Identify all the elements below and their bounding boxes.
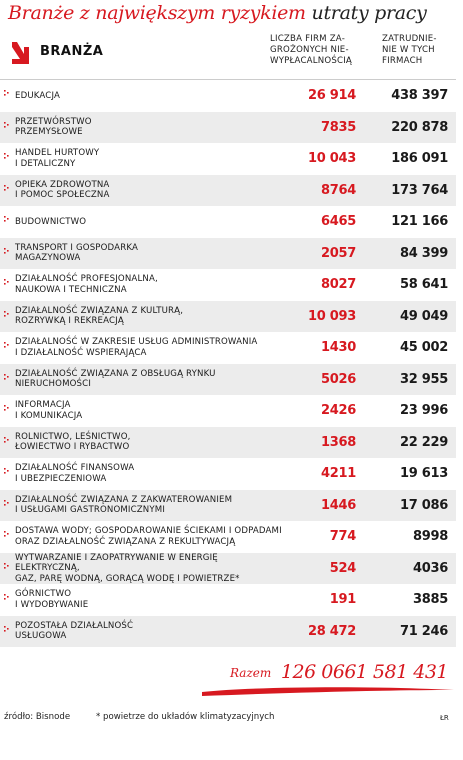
bullet-dots-icon [3,184,9,194]
column-header-employment: ZATRUDNIE- NIE W TYCH FIRMACH [382,34,437,66]
row-name: OPIEKA ZDROWOTNA I POMOC SPOŁECZNA [15,179,110,201]
underline-swoosh [200,684,456,698]
table-row [0,206,456,238]
row-employment-value: 8998 [413,529,448,545]
row-name: DZIAŁALNOŚĆ FINANSOWA I UBEZPIECZENIOWA [15,463,135,484]
row-employment-value: 438 397 [391,88,448,104]
bullet-dots-icon [3,499,9,509]
row-employment-value: 121 166 [391,214,448,230]
table-row [0,490,456,522]
row-firms-value: 26 914 [308,88,356,104]
total-label: Razem [230,666,272,680]
bullet-dots-icon [3,121,9,131]
title-part-black: utraty pracy [311,2,427,24]
page-title [8,2,427,24]
row-firms-value: 774 [329,529,356,545]
row-employment-value: 19 613 [400,466,448,482]
row-employment-value: 71 246 [400,623,448,639]
table-row [0,395,456,427]
row-employment-value: 4036 [413,560,448,576]
table-row [0,238,456,270]
row-name: PRZETWÓRSTWO PRZEMYSŁOWE [15,116,92,138]
author-initials: ŁR [440,714,449,722]
bullet-dots-icon [3,373,9,383]
table-row [0,458,456,490]
table-row [0,175,456,207]
row-name: HANDEL HURTOWY I DETALICZNY [15,148,100,169]
title-part-red: Branże z największym ryzykiem [8,2,306,24]
bullet-dots-icon [3,562,9,572]
row-firms-value: 1368 [321,434,356,450]
row-name: DZIAŁALNOŚĆ ZWIĄZANA Z KULTURĄ, ROZRYWKĄ I REKREACJĄ [15,305,184,327]
table-row [0,616,456,648]
table-row [0,521,456,553]
bullet-dots-icon [3,404,9,414]
bullet-dots-icon [3,530,9,540]
bullet-dots-icon [3,625,9,635]
bullet-dots-icon [3,215,9,225]
row-employment-value: 3885 [413,592,448,608]
row-name: DOSTAWA WODY; GOSPODAROWANIE ŚCIEKAMI I ODPADAMI ORAZ DZIAŁALNOŚĆ ZWIĄZANA Z REKULTYWACJĄ [15,526,282,547]
table-row [0,112,456,144]
row-name: GÓRNICTWO I WYDOBYWANIE [15,589,89,610]
row-firms-value: 10 043 [308,151,356,167]
row-firms-value: 28 472 [308,623,356,639]
row-name: EDUKACJA [15,90,61,101]
bullet-dots-icon [3,152,9,162]
row-employment-value: 45 002 [400,340,448,356]
bullet-dots-icon [3,310,9,320]
row-employment-value: 17 086 [400,497,448,513]
row-firms-value: 1430 [321,340,356,356]
bullet-dots-icon [3,89,9,99]
row-firms-value: 4211 [321,466,356,482]
row-employment-value: 58 641 [400,277,448,293]
row-name: TRANSPORT I GOSPODARKA MAGAZYNOWA [15,242,138,264]
table-row [0,553,456,585]
row-firms-value: 6465 [321,214,356,230]
bullet-dots-icon [3,436,9,446]
row-name: POZOSTAŁA DZIAŁALNOŚĆ USŁUGOWA [15,620,134,642]
bullet-dots-icon [3,278,9,288]
table-row [0,80,456,112]
row-employment-value: 23 996 [400,403,448,419]
table-row [0,364,456,396]
row-employment-value: 84 399 [400,245,448,261]
row-firms-value: 5026 [321,371,356,387]
table-row [0,332,456,364]
column-header-branza: BRANŻA [40,44,104,59]
bullet-dots-icon [3,341,9,351]
row-firms-value: 10 093 [308,308,356,324]
row-employment-value: 173 764 [391,182,448,198]
table-row [0,301,456,333]
row-name: INFORMACJA I KOMUNIKACJA [15,400,83,421]
row-employment-value: 186 091 [391,151,448,167]
row-firms-value: 2057 [321,245,356,261]
row-name: WYTWARZANIE I ZAOPATRYWANIE W ENERGIĘ ELEKTRYCZNĄ, GAZ, PARĘ WODNĄ, GORĄCĄ WODĘ I POWIETRZE* [15,552,240,584]
row-firms-value: 191 [329,592,356,608]
row-employment-value: 32 955 [400,371,448,387]
row-name: DZIAŁALNOŚĆ PROFESJONALNA, NAUKOWA I TECHNICZNA [15,274,158,295]
table-row [0,269,456,301]
row-firms-value: 1446 [321,497,356,513]
table-row [0,584,456,616]
source-note: źródło: Bisnode [4,712,71,722]
row-name: DZIAŁALNOŚĆ W ZAKRESIE USŁUG ADMINISTROWANIA I DZIAŁALNOŚĆ WSPIERAJĄCA [15,337,258,358]
bullet-dots-icon [3,593,9,603]
row-firms-value: 8764 [321,182,356,198]
down-right-arrow-icon [6,38,36,68]
row-firms-value: 8027 [321,277,356,293]
row-name: BUDOWNICTWO [15,216,87,227]
row-firms-value: 2426 [321,403,356,419]
footnote: * powietrze do układów klimatyzacyjnych [96,712,275,722]
row-name: DZIAŁALNOŚĆ ZWIĄZANA Z ZAKWATEROWANIEM I USŁUGAMI GASTRONOMICZNYMI [15,494,233,516]
row-employment-value: 22 229 [400,434,448,450]
row-firms-value: 524 [329,560,356,576]
bullet-dots-icon [3,467,9,477]
row-name: DZIAŁALNOŚĆ ZWIĄZANA Z OBSŁUGĄ RYNKU NIERUCHOMOŚCI [15,368,216,390]
row-employment-value: 49 049 [400,308,448,324]
bullet-dots-icon [3,247,9,257]
row-employment-value: 220 878 [391,119,448,135]
table-row [0,427,456,459]
column-header-firms: LICZBA FIRM ZA- GROŻONYCH NIE- WYPŁACALNOŚCIĄ [270,34,353,66]
data-table [0,80,456,647]
table-row [0,143,456,175]
row-name: ROLNICTWO, LEŚNICTWO, ŁOWIECTWO I RYBACTWO [15,431,131,453]
total-firms: 126 066 [280,661,356,683]
row-firms-value: 7835 [321,119,356,135]
total-employment: 1 581 431 [355,661,448,683]
